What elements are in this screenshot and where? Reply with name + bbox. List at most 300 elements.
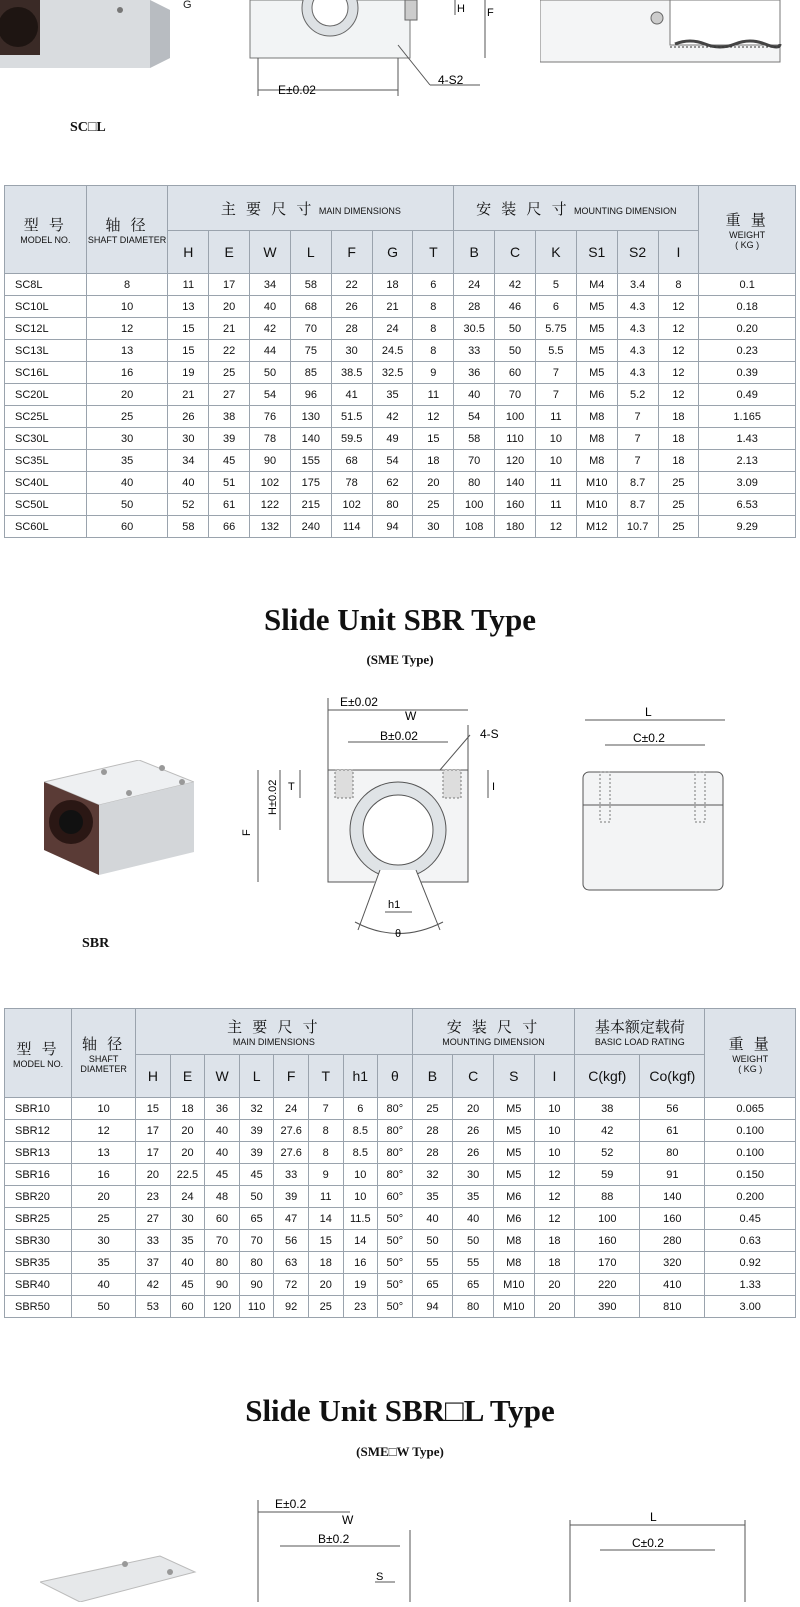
sbr-dim-e: E±0.02	[340, 695, 378, 709]
value-cell: 10	[86, 296, 168, 318]
value-cell: 23	[343, 1296, 378, 1318]
header-label: SHAFT DIAMETER	[87, 235, 167, 245]
table-row	[5, 494, 796, 516]
value-cell: 92	[274, 1296, 309, 1318]
value-cell: 8	[413, 340, 454, 362]
value-cell: 50°	[378, 1252, 413, 1274]
value-cell: 4.3	[617, 296, 658, 318]
sbr-dim-c: C±0.2	[633, 731, 665, 745]
value-cell: 15	[308, 1230, 343, 1252]
model-cell: SC35L	[5, 450, 87, 472]
value-cell: 42	[575, 1120, 640, 1142]
value-cell: M10	[576, 472, 617, 494]
value-cell: 8.7	[617, 472, 658, 494]
sbr-product-photo	[44, 760, 194, 885]
value-cell: 20	[308, 1274, 343, 1296]
sc-dim-e: E±0.02	[278, 83, 316, 97]
value-cell: 60	[205, 1208, 240, 1230]
value-cell: 80	[454, 472, 495, 494]
value-cell: 160	[575, 1230, 640, 1252]
value-cell: 18	[170, 1098, 205, 1120]
sbr-dim-h1: h1	[388, 899, 401, 911]
value-cell: 50	[495, 318, 536, 340]
value-cell: 40	[72, 1274, 136, 1296]
value-cell: M10	[493, 1296, 534, 1318]
value-cell: 102	[331, 494, 372, 516]
value-cell: 40	[412, 1208, 453, 1230]
header-label: 型 号	[16, 1040, 60, 1058]
value-cell: 16	[72, 1164, 136, 1186]
value-cell: 45	[170, 1274, 205, 1296]
value-cell: 80	[372, 494, 413, 516]
model-cell: SBR20	[5, 1186, 72, 1208]
value-cell: 12	[72, 1120, 136, 1142]
value-cell: 35	[86, 450, 168, 472]
header-label: 安 装 尺 寸	[476, 200, 570, 218]
model-cell: SBR40	[5, 1274, 72, 1296]
header-label: 轴 径	[82, 1035, 126, 1053]
sc-side-drawing	[540, 0, 800, 70]
value-cell: 810	[640, 1296, 705, 1318]
value-cell: 30	[413, 516, 454, 538]
value-cell: 42	[372, 406, 413, 428]
value-cell: 68	[331, 450, 372, 472]
value-cell: 7	[535, 384, 576, 406]
value-cell: 25	[413, 494, 454, 516]
value-cell: 30	[86, 428, 168, 450]
value-cell: 54	[454, 406, 495, 428]
value-cell: 120	[205, 1296, 240, 1318]
value-cell: 26	[331, 296, 372, 318]
sbrl-front-drawing	[250, 1490, 430, 1602]
value-cell: M6	[493, 1208, 534, 1230]
value-cell: 4.3	[617, 340, 658, 362]
header-label: MAIN DIMENSIONS	[232, 1037, 315, 1047]
value-cell: 6	[535, 296, 576, 318]
model-cell: SC12L	[5, 318, 87, 340]
value-cell: 65	[453, 1274, 494, 1296]
value-cell: 0.200	[705, 1186, 796, 1208]
value-cell: 94	[412, 1296, 453, 1318]
table-row	[5, 516, 796, 538]
table-row	[5, 384, 796, 406]
value-cell: 23	[136, 1186, 171, 1208]
table-row	[5, 1252, 796, 1274]
value-cell: 11	[535, 494, 576, 516]
table-row	[5, 1230, 796, 1252]
value-cell: 25	[412, 1098, 453, 1120]
sbr-dim-f: F	[241, 829, 253, 836]
value-cell: 0.63	[705, 1230, 796, 1252]
table-row	[5, 1142, 796, 1164]
value-cell: 12	[658, 318, 699, 340]
sbr-subtitle: (SME Type)	[366, 652, 434, 667]
value-cell: 4.3	[617, 318, 658, 340]
value-cell: 33	[136, 1230, 171, 1252]
value-cell: 55	[453, 1252, 494, 1274]
value-cell: 80°	[378, 1120, 413, 1142]
sbr-subheader-13: Co(kgf)	[640, 1055, 705, 1098]
value-cell: 80°	[378, 1142, 413, 1164]
value-cell: 20	[170, 1142, 205, 1164]
table-row	[5, 340, 796, 362]
value-cell: 66	[209, 516, 250, 538]
value-cell: 80°	[378, 1098, 413, 1120]
value-cell: 96	[290, 384, 331, 406]
value-cell: 80	[205, 1252, 240, 1274]
sbr-subheader-6: h1	[343, 1055, 378, 1098]
value-cell: 88	[575, 1186, 640, 1208]
value-cell: 34	[168, 450, 209, 472]
value-cell: 10	[534, 1142, 575, 1164]
sbr-subheader-4: F	[274, 1055, 309, 1098]
value-cell: M10	[493, 1274, 534, 1296]
value-cell: 0.18	[699, 296, 796, 318]
value-cell: 0.23	[699, 340, 796, 362]
value-cell: 28	[412, 1142, 453, 1164]
value-cell: M8	[576, 450, 617, 472]
value-cell: 19	[168, 362, 209, 384]
value-cell: 58	[168, 516, 209, 538]
value-cell: 30	[72, 1230, 136, 1252]
header-label: WEIGHT	[729, 230, 766, 240]
value-cell: 38	[209, 406, 250, 428]
value-cell: 60	[170, 1296, 205, 1318]
value-cell: 42	[250, 318, 291, 340]
value-cell: 30	[168, 428, 209, 450]
sbr-subheader-9: C	[453, 1055, 494, 1098]
value-cell: 1.165	[699, 406, 796, 428]
sbrl-dim-w: W	[342, 1513, 354, 1527]
value-cell: 28	[454, 296, 495, 318]
table-row	[5, 1098, 796, 1120]
sc-subheader-3: L	[290, 231, 331, 274]
value-cell: 6	[413, 274, 454, 296]
value-cell: 37	[136, 1252, 171, 1274]
value-cell: 50°	[378, 1208, 413, 1230]
value-cell: 130	[290, 406, 331, 428]
value-cell: 50°	[378, 1296, 413, 1318]
value-cell: 50°	[378, 1230, 413, 1252]
value-cell: 15	[136, 1098, 171, 1120]
value-cell: 45	[239, 1164, 274, 1186]
sc-subheader-2: W	[250, 231, 291, 274]
header-label: 型 号	[23, 217, 67, 234]
value-cell: 114	[331, 516, 372, 538]
value-cell: 0.45	[705, 1208, 796, 1230]
value-cell: 68	[290, 296, 331, 318]
sc-subheader-7: B	[454, 231, 495, 274]
value-cell: 16	[86, 362, 168, 384]
value-cell: M8	[493, 1252, 534, 1274]
value-cell: 5.75	[535, 318, 576, 340]
value-cell: 90	[250, 450, 291, 472]
model-cell: SC8L	[5, 274, 87, 296]
value-cell: 59	[575, 1164, 640, 1186]
value-cell: 21	[372, 296, 413, 318]
value-cell: 0.20	[699, 318, 796, 340]
sc-subheader-0: H	[168, 231, 209, 274]
value-cell: 18	[308, 1252, 343, 1274]
model-cell: SBR30	[5, 1230, 72, 1252]
value-cell: 15	[168, 318, 209, 340]
value-cell: 52	[575, 1142, 640, 1164]
value-cell: M12	[576, 516, 617, 538]
value-cell: 8.5	[343, 1142, 378, 1164]
value-cell: 320	[640, 1252, 705, 1274]
value-cell: M5	[493, 1098, 534, 1120]
value-cell: 80°	[378, 1164, 413, 1186]
value-cell: 12	[534, 1164, 575, 1186]
sbr-subheader-1: E	[170, 1055, 205, 1098]
value-cell: 50	[412, 1230, 453, 1252]
value-cell: 55	[412, 1252, 453, 1274]
value-cell: 65	[412, 1274, 453, 1296]
value-cell: 35	[453, 1186, 494, 1208]
sbr-subheader-10: S	[493, 1055, 534, 1098]
value-cell: 50	[250, 362, 291, 384]
sc-spec-table	[4, 185, 796, 538]
value-cell: 26	[453, 1142, 494, 1164]
value-cell: 100	[454, 494, 495, 516]
value-cell: M6	[576, 384, 617, 406]
value-cell: 38.5	[331, 362, 372, 384]
header-label: 主 要 尺 寸	[227, 1019, 321, 1036]
value-cell: 35	[372, 384, 413, 406]
value-cell: 47	[274, 1208, 309, 1230]
value-cell: 15	[413, 428, 454, 450]
model-cell: SC60L	[5, 516, 87, 538]
value-cell: 24	[170, 1186, 205, 1208]
value-cell: 160	[495, 494, 536, 516]
value-cell: 76	[250, 406, 291, 428]
value-cell: 58	[290, 274, 331, 296]
sbr-subheader-11: I	[534, 1055, 575, 1098]
value-cell: 10	[72, 1098, 136, 1120]
value-cell: 24.5	[372, 340, 413, 362]
value-cell: 39	[209, 428, 250, 450]
value-cell: 7	[535, 362, 576, 384]
sc-subheader-6: T	[413, 231, 454, 274]
value-cell: 16	[343, 1252, 378, 1274]
value-cell: 78	[331, 472, 372, 494]
header-label: MODEL NO.	[20, 235, 71, 245]
value-cell: 50°	[378, 1274, 413, 1296]
value-cell: 59.5	[331, 428, 372, 450]
value-cell: 19	[343, 1274, 378, 1296]
value-cell: 12	[413, 406, 454, 428]
value-cell: 61	[209, 494, 250, 516]
sbrl-side-drawing	[560, 1505, 760, 1602]
model-cell: SBR25	[5, 1208, 72, 1230]
value-cell: 39	[239, 1142, 274, 1164]
value-cell: 25	[308, 1296, 343, 1318]
sc-front-drawing	[180, 0, 520, 110]
value-cell: 0.92	[705, 1252, 796, 1274]
value-cell: 122	[250, 494, 291, 516]
value-cell: 91	[640, 1164, 705, 1186]
sbr-caption: SBR	[82, 936, 110, 951]
value-cell: 22	[331, 274, 372, 296]
value-cell: 12	[86, 318, 168, 340]
value-cell: 30	[170, 1208, 205, 1230]
value-cell: M5	[493, 1120, 534, 1142]
sbrl-dim-b: B±0.2	[318, 1532, 350, 1546]
value-cell: 22.5	[170, 1164, 205, 1186]
header-label: SHAFT DIAMETER	[80, 1053, 127, 1074]
value-cell: 22	[209, 340, 250, 362]
value-cell: 10	[343, 1164, 378, 1186]
value-cell: 14	[343, 1230, 378, 1252]
value-cell: 20	[453, 1098, 494, 1120]
table-row	[5, 1164, 796, 1186]
value-cell: 13	[86, 340, 168, 362]
value-cell: 26	[168, 406, 209, 428]
value-cell: 7	[617, 406, 658, 428]
value-cell: 5.5	[535, 340, 576, 362]
sbr-header-load	[575, 1009, 705, 1055]
value-cell: 39	[239, 1120, 274, 1142]
value-cell: 32.5	[372, 362, 413, 384]
value-cell: 0.49	[699, 384, 796, 406]
value-cell: 12	[658, 384, 699, 406]
value-cell: 0.100	[705, 1120, 796, 1142]
value-cell: 12	[534, 1208, 575, 1230]
model-cell: SBR12	[5, 1120, 72, 1142]
sc-subheader-8: C	[495, 231, 536, 274]
sc-subheader-11: S2	[617, 231, 658, 274]
value-cell: 90	[205, 1274, 240, 1296]
sbr-dim-s: 4-S	[480, 727, 499, 741]
value-cell: 132	[250, 516, 291, 538]
sc-subheader-12: I	[658, 231, 699, 274]
sc-header-shaft	[86, 186, 168, 274]
value-cell: 0.39	[699, 362, 796, 384]
value-cell: 36	[454, 362, 495, 384]
sc-header-model	[5, 186, 87, 274]
sbr-subheader-2: W	[205, 1055, 240, 1098]
value-cell: 35	[412, 1186, 453, 1208]
value-cell: 6.53	[699, 494, 796, 516]
value-cell: 25	[72, 1208, 136, 1230]
value-cell: 28	[331, 318, 372, 340]
value-cell: 70	[290, 318, 331, 340]
value-cell: 390	[575, 1296, 640, 1318]
sbr-dim-i: I	[492, 781, 496, 793]
value-cell: 72	[274, 1274, 309, 1296]
sbr-side-drawing	[575, 700, 745, 900]
value-cell: 10	[535, 450, 576, 472]
sbr-dim-t: T	[288, 781, 295, 793]
value-cell: 12	[658, 362, 699, 384]
value-cell: 80	[640, 1142, 705, 1164]
value-cell: M6	[493, 1186, 534, 1208]
model-cell: SC40L	[5, 472, 87, 494]
value-cell: 51.5	[331, 406, 372, 428]
table-row	[5, 1120, 796, 1142]
value-cell: 7	[617, 450, 658, 472]
value-cell: 8	[413, 318, 454, 340]
value-cell: 3.00	[705, 1296, 796, 1318]
value-cell: 18	[658, 428, 699, 450]
value-cell: 140	[290, 428, 331, 450]
value-cell: 12	[535, 516, 576, 538]
value-cell: 54	[372, 450, 413, 472]
value-cell: 27.6	[274, 1142, 309, 1164]
value-cell: 8	[308, 1142, 343, 1164]
value-cell: 15	[168, 340, 209, 362]
model-cell: SBR50	[5, 1296, 72, 1318]
value-cell: 50	[72, 1296, 136, 1318]
header-label: ( KG )	[735, 240, 760, 250]
value-cell: 60	[86, 516, 168, 538]
sbrl-subtitle: (SME□W Type)	[356, 1444, 444, 1459]
value-cell: 30	[331, 340, 372, 362]
sbrl-dim-e: E±0.2	[275, 1497, 307, 1511]
value-cell: 52	[168, 494, 209, 516]
value-cell: 85	[290, 362, 331, 384]
sc-subheader-9: K	[535, 231, 576, 274]
value-cell: 12	[658, 296, 699, 318]
value-cell: 11.5	[343, 1208, 378, 1230]
value-cell: 70	[454, 450, 495, 472]
value-cell: 48	[205, 1186, 240, 1208]
value-cell: 30.5	[454, 318, 495, 340]
model-cell: SBR16	[5, 1164, 72, 1186]
value-cell: 410	[640, 1274, 705, 1296]
value-cell: 8	[413, 296, 454, 318]
header-label: BASIC LOAD RATING	[594, 1037, 685, 1047]
value-cell: 21	[209, 318, 250, 340]
value-cell: M8	[576, 428, 617, 450]
value-cell: 38	[575, 1098, 640, 1120]
value-cell: 8	[86, 274, 168, 296]
value-cell: 21	[168, 384, 209, 406]
model-cell: SC25L	[5, 406, 87, 428]
value-cell: M10	[576, 494, 617, 516]
sc-dim-g: G	[183, 0, 192, 11]
value-cell: 110	[239, 1296, 274, 1318]
header-label: MOUNTING DIMENSION	[442, 1037, 545, 1047]
value-cell: 6	[343, 1098, 378, 1120]
value-cell: 20	[534, 1274, 575, 1296]
value-cell: 50	[495, 340, 536, 362]
table-row	[5, 296, 796, 318]
value-cell: 24	[372, 318, 413, 340]
value-cell: 65	[239, 1208, 274, 1230]
value-cell: 51	[209, 472, 250, 494]
value-cell: 46	[495, 296, 536, 318]
value-cell: 40	[168, 472, 209, 494]
value-cell: 27	[136, 1208, 171, 1230]
value-cell: 40	[453, 1208, 494, 1230]
value-cell: 25	[658, 472, 699, 494]
table-row	[5, 1208, 796, 1230]
value-cell: 13	[168, 296, 209, 318]
value-cell: 11	[308, 1186, 343, 1208]
value-cell: 60	[495, 362, 536, 384]
value-cell: 39	[274, 1186, 309, 1208]
value-cell: 70	[495, 384, 536, 406]
value-cell: 56	[640, 1098, 705, 1120]
header-label: MOUNTING DIMENSION	[574, 205, 677, 216]
value-cell: 78	[250, 428, 291, 450]
value-cell: 20	[209, 296, 250, 318]
value-cell: 175	[290, 472, 331, 494]
value-cell: 27.6	[274, 1120, 309, 1142]
value-cell: 110	[495, 428, 536, 450]
value-cell: 8.5	[343, 1120, 378, 1142]
